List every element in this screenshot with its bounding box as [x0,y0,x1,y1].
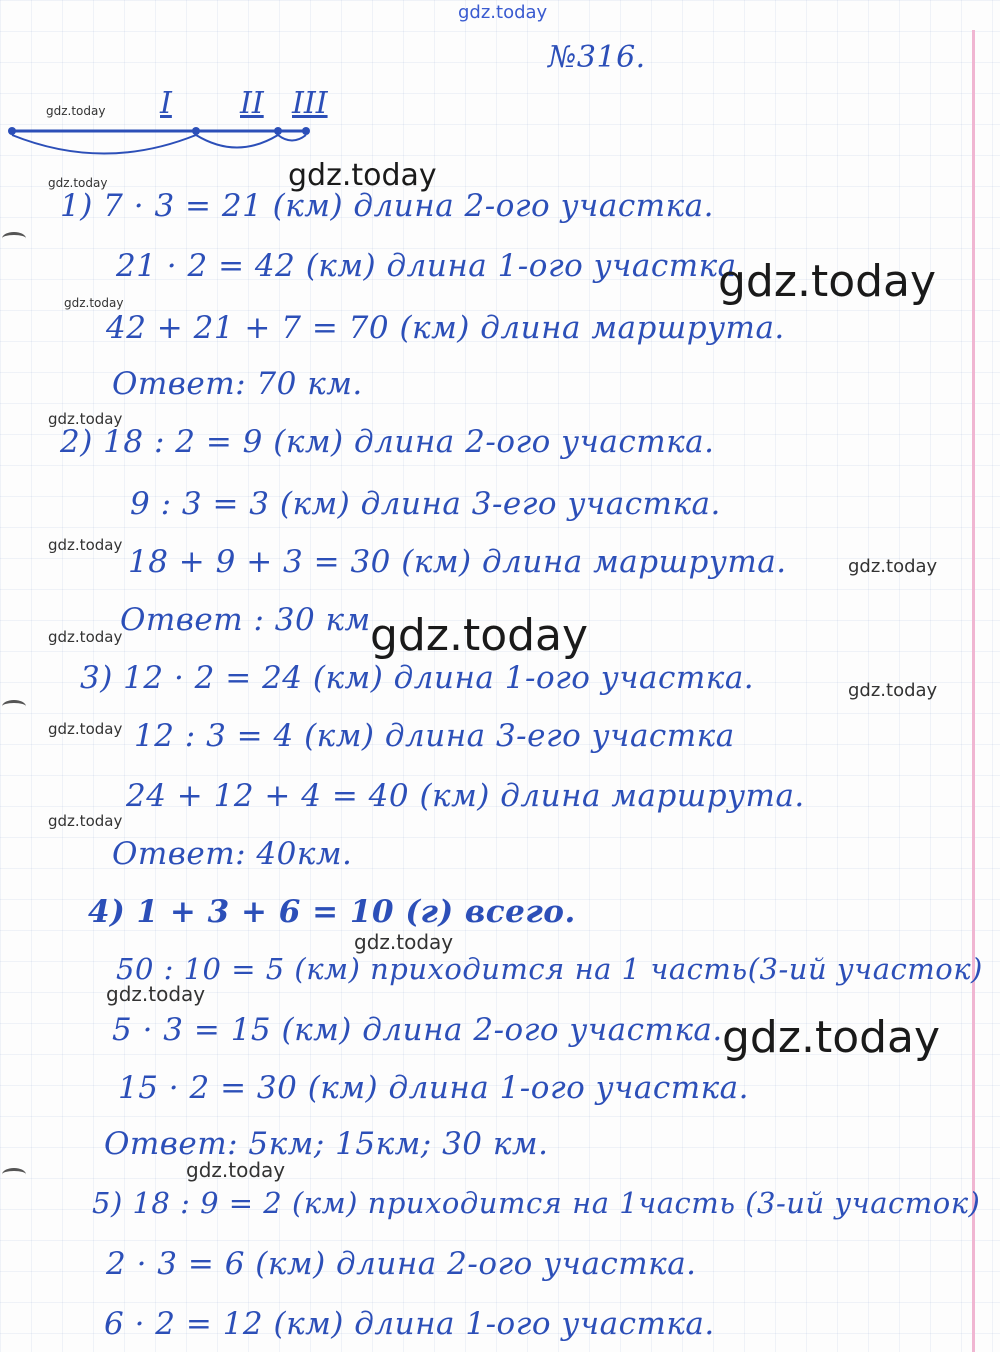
line-15: 5 · 3 = 15 (км) длина 2-ого участка. [112,1012,723,1048]
segment-arc-3 [278,135,306,141]
line-13: 4) 1 + 3 + 6 = 10 (г) всего. [88,894,576,930]
binding-hole-mark [2,232,26,245]
watermark: gdz.today [48,628,123,646]
watermark: gdz.today [46,104,106,118]
segment-label-2: II [240,86,264,121]
answer-1: Ответ: 70 км. [112,366,363,402]
problem-number: №316. [548,40,646,75]
watermark: gdz.today [64,296,124,310]
line-10: 12 : 3 = 4 (км) длина 3-его участка [134,718,735,754]
binding-hole-mark [2,700,26,713]
line-16: 15 · 2 = 30 (км) длина 1-ого участка. [118,1070,749,1106]
watermark: gdz.today [48,410,123,428]
watermark: gdz.today [288,158,437,193]
watermark: gdz.today [370,610,589,661]
route-point [192,127,200,135]
route-point [302,127,310,135]
line-9: 3) 12 · 2 = 24 (км) длина 1-ого участка. [80,660,755,696]
segment-arc-2 [196,135,278,148]
line-20: 6 · 2 = 12 (км) длина 1-ого участка. [104,1306,715,1342]
line-14: 50 : 10 = 5 (км) приходится на 1 часть(3-ий участок) [116,952,983,986]
segment-label-1: I [160,86,172,121]
watermark: gdz.today [718,256,937,307]
line-11: 24 + 12 + 4 = 40 (км) длина маршрута. [126,778,805,814]
route-segment-diagram [0,80,340,160]
line-2: 21 · 2 = 42 (км) длина 1-ого участка [116,248,737,284]
answer-3: Ответ: 40км. [112,836,353,872]
watermark: gdz.today [848,680,938,701]
watermark: gdz.today [186,1158,286,1182]
route-point [274,127,282,135]
answer-2: Ответ : 30 км [120,602,371,638]
line-7: 18 + 9 + 3 = 30 (км) длина маршрута. [128,544,787,580]
watermark: gdz.today [458,2,548,23]
answer-4: Ответ: 5км; 15км; 30 км. [104,1126,549,1162]
route-point [8,127,16,135]
watermark: gdz.today [722,1012,941,1063]
watermark: gdz.today [848,556,938,577]
segment-arc-1 [12,135,196,154]
line-5: 2) 18 : 2 = 9 (км) длина 2-ого участка. [60,424,715,460]
binding-hole-mark [2,1168,26,1181]
line-3: 42 + 21 + 7 = 70 (км) длина маршрута. [106,310,785,346]
line-19: 2 · 3 = 6 (км) длина 2-ого участка. [106,1246,697,1282]
segment-label-3: III [292,86,328,121]
watermark: gdz.today [48,536,123,554]
watermark: gdz.today [48,176,108,190]
watermark: gdz.today [48,812,123,830]
line-18: 5) 18 : 9 = 2 (км) приходится на 1часть (3-ий участок) [92,1186,981,1220]
line-6: 9 : 3 = 3 (км) длина 3-его участка. [130,486,721,522]
margin-line [972,30,975,1352]
watermark: gdz.today [354,930,454,954]
watermark: gdz.today [106,982,206,1006]
line-1: 1) 7 · 3 = 21 (км) длина 2-ого участка. [60,188,714,224]
watermark: gdz.today [48,720,123,738]
